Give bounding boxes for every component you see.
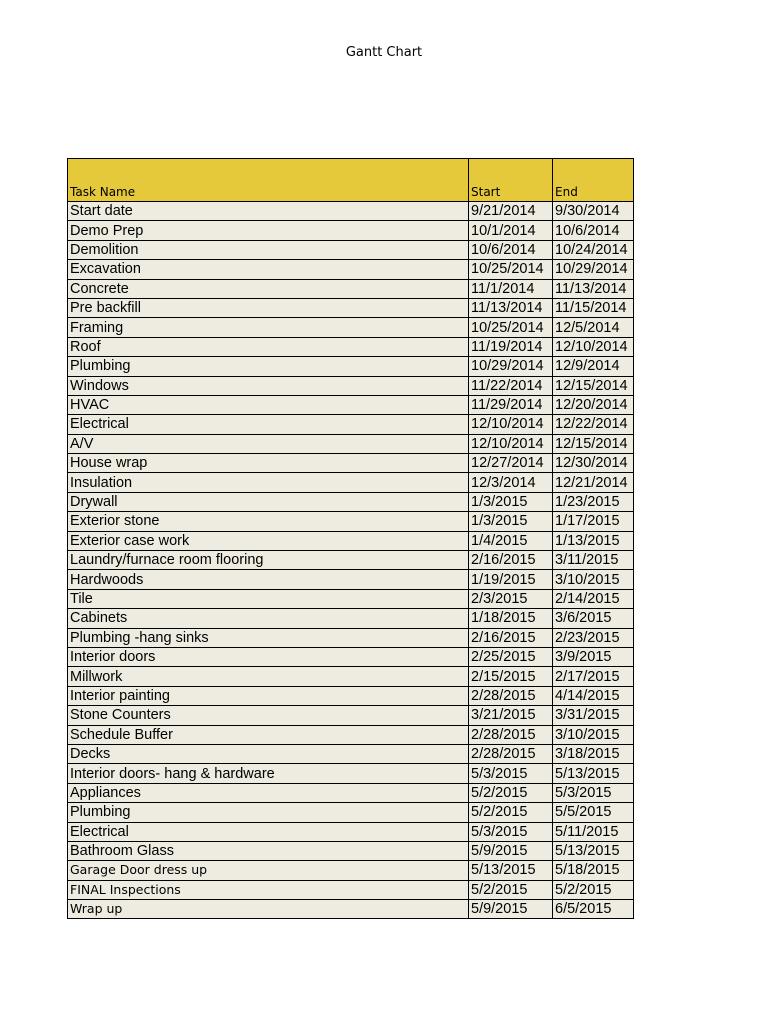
- table-row: [68, 589, 634, 608]
- table-row: [68, 202, 634, 221]
- table-row: [68, 861, 634, 880]
- end-date-cell: 10/29/2014: [553, 260, 634, 279]
- start-date-cell: 1/18/2015: [469, 609, 553, 628]
- table-row: [68, 841, 634, 860]
- table-row: [68, 357, 634, 376]
- start-date-cell: 10/1/2014: [469, 221, 553, 240]
- task-name-cell: Electrical: [68, 415, 469, 434]
- end-date-cell: 11/13/2014: [553, 279, 634, 298]
- task-name-cell: HVAC: [68, 395, 469, 414]
- table-row: [68, 880, 634, 899]
- task-name-cell: Framing: [68, 318, 469, 337]
- start-date-cell: 5/3/2015: [469, 822, 553, 841]
- start-date-cell: 2/28/2015: [469, 686, 553, 705]
- table-row: [68, 609, 634, 628]
- start-date-cell: 2/25/2015: [469, 647, 553, 666]
- table-row: [68, 260, 634, 279]
- end-date-cell: 2/14/2015: [553, 589, 634, 608]
- end-date-cell: 5/5/2015: [553, 803, 634, 822]
- table-row: [68, 628, 634, 647]
- task-name-cell: Pre backfill: [68, 298, 469, 317]
- end-date-cell: 11/15/2014: [553, 298, 634, 317]
- task-name-cell: Plumbing: [68, 803, 469, 822]
- end-date-cell: 10/24/2014: [553, 240, 634, 259]
- task-name-cell: Exterior case work: [68, 531, 469, 550]
- table-row: [68, 395, 634, 414]
- start-date-cell: 2/15/2015: [469, 667, 553, 686]
- end-date-cell: 3/10/2015: [553, 725, 634, 744]
- end-date-cell: 1/13/2015: [553, 531, 634, 550]
- end-date-cell: 5/13/2015: [553, 841, 634, 860]
- task-name-cell: Excavation: [68, 260, 469, 279]
- start-date-cell: 12/10/2014: [469, 434, 553, 453]
- task-name-cell: Demolition: [68, 240, 469, 259]
- table-row: [68, 240, 634, 259]
- task-name-cell: Decks: [68, 744, 469, 763]
- table-row: [68, 822, 634, 841]
- start-date-cell: 11/19/2014: [469, 337, 553, 356]
- end-date-cell: 10/6/2014: [553, 221, 634, 240]
- table-row: [68, 764, 634, 783]
- task-name-cell: Windows: [68, 376, 469, 395]
- task-name-cell: Exterior stone: [68, 512, 469, 531]
- task-name-cell: Roof: [68, 337, 469, 356]
- header-row: [68, 159, 634, 202]
- task-name-cell: FINAL Inspections: [68, 880, 469, 899]
- table-row: [68, 221, 634, 240]
- end-date-cell: 1/23/2015: [553, 492, 634, 511]
- table-row: [68, 376, 634, 395]
- task-name-cell: Concrete: [68, 279, 469, 298]
- task-table: [67, 158, 634, 919]
- end-date-cell: 12/15/2014: [553, 376, 634, 395]
- start-date-cell: 1/4/2015: [469, 531, 553, 550]
- task-name-cell: Stone Counters: [68, 706, 469, 725]
- task-name-cell: Hardwoods: [68, 570, 469, 589]
- end-date-cell: 12/9/2014: [553, 357, 634, 376]
- table-row: [68, 686, 634, 705]
- start-date-cell: 5/3/2015: [469, 764, 553, 783]
- task-name-cell: Start date: [68, 202, 469, 221]
- task-name-cell: House wrap: [68, 454, 469, 473]
- task-name-cell: Interior doors- hang & hardware: [68, 764, 469, 783]
- table-row: [68, 647, 634, 666]
- start-date-cell: 5/13/2015: [469, 861, 553, 880]
- start-date-cell: 5/9/2015: [469, 900, 553, 919]
- table-row: [68, 298, 634, 317]
- end-date-cell: 5/11/2015: [553, 822, 634, 841]
- table-row: [68, 803, 634, 822]
- start-date-cell: 5/2/2015: [469, 783, 553, 802]
- column-header-start: Start: [469, 159, 553, 202]
- end-date-cell: 12/21/2014: [553, 473, 634, 492]
- start-date-cell: 5/2/2015: [469, 880, 553, 899]
- table-row: [68, 744, 634, 763]
- start-date-cell: 5/2/2015: [469, 803, 553, 822]
- task-name-cell: Demo Prep: [68, 221, 469, 240]
- task-name-cell: Insulation: [68, 473, 469, 492]
- end-date-cell: 3/9/2015: [553, 647, 634, 666]
- end-date-cell: 3/6/2015: [553, 609, 634, 628]
- table-row: [68, 667, 634, 686]
- table-row: [68, 531, 634, 550]
- page-title: Gantt Chart: [345, 45, 423, 60]
- end-date-cell: 5/13/2015: [553, 764, 634, 783]
- table-row: [68, 473, 634, 492]
- table-row: [68, 415, 634, 434]
- end-date-cell: 4/14/2015: [553, 686, 634, 705]
- task-name-cell: Millwork: [68, 667, 469, 686]
- task-name-cell: A/V: [68, 434, 469, 453]
- task-name-cell: Garage Door dress up: [68, 861, 469, 880]
- task-name-cell: Interior doors: [68, 647, 469, 666]
- task-name-cell: Appliances: [68, 783, 469, 802]
- end-date-cell: 5/18/2015: [553, 861, 634, 880]
- start-date-cell: 5/9/2015: [469, 841, 553, 860]
- table-row: [68, 492, 634, 511]
- end-date-cell: 1/17/2015: [553, 512, 634, 531]
- end-date-cell: 2/17/2015: [553, 667, 634, 686]
- table-row: [68, 512, 634, 531]
- task-name-cell: Plumbing: [68, 357, 469, 376]
- start-date-cell: 11/1/2014: [469, 279, 553, 298]
- task-name-cell: Laundry/furnace room flooring: [68, 551, 469, 570]
- table-row: [68, 279, 634, 298]
- end-date-cell: 6/5/2015: [553, 900, 634, 919]
- task-name-cell: Cabinets: [68, 609, 469, 628]
- task-name-cell: Interior painting: [68, 686, 469, 705]
- column-header-end: End: [553, 159, 634, 202]
- end-date-cell: 9/30/2014: [553, 202, 634, 221]
- start-date-cell: 2/16/2015: [469, 551, 553, 570]
- start-date-cell: 11/22/2014: [469, 376, 553, 395]
- start-date-cell: 2/16/2015: [469, 628, 553, 647]
- start-date-cell: 3/21/2015: [469, 706, 553, 725]
- start-date-cell: 1/3/2015: [469, 492, 553, 511]
- start-date-cell: 10/29/2014: [469, 357, 553, 376]
- end-date-cell: 12/20/2014: [553, 395, 634, 414]
- end-date-cell: 12/15/2014: [553, 434, 634, 453]
- start-date-cell: 10/6/2014: [469, 240, 553, 259]
- table-row: [68, 551, 634, 570]
- start-date-cell: 11/13/2014: [469, 298, 553, 317]
- end-date-cell: 12/5/2014: [553, 318, 634, 337]
- start-date-cell: 1/3/2015: [469, 512, 553, 531]
- end-date-cell: 5/3/2015: [553, 783, 634, 802]
- end-date-cell: 3/11/2015: [553, 551, 634, 570]
- end-date-cell: 3/10/2015: [553, 570, 634, 589]
- table-row: [68, 318, 634, 337]
- start-date-cell: 2/28/2015: [469, 744, 553, 763]
- end-date-cell: 12/30/2014: [553, 454, 634, 473]
- start-date-cell: 2/28/2015: [469, 725, 553, 744]
- task-name-cell: Drywall: [68, 492, 469, 511]
- end-date-cell: 3/18/2015: [553, 744, 634, 763]
- task-name-cell: Plumbing -hang sinks: [68, 628, 469, 647]
- table-row: [68, 337, 634, 356]
- task-name-cell: Tile: [68, 589, 469, 608]
- end-date-cell: 2/23/2015: [553, 628, 634, 647]
- table-row: [68, 570, 634, 589]
- task-rows: [68, 202, 634, 919]
- end-date-cell: 5/2/2015: [553, 880, 634, 899]
- task-name-cell: Wrap up: [68, 900, 469, 919]
- end-date-cell: 12/22/2014: [553, 415, 634, 434]
- end-date-cell: 3/31/2015: [553, 706, 634, 725]
- start-date-cell: 10/25/2014: [469, 260, 553, 279]
- table-row: [68, 454, 634, 473]
- table-row: [68, 783, 634, 802]
- start-date-cell: 10/25/2014: [469, 318, 553, 337]
- start-date-cell: 2/3/2015: [469, 589, 553, 608]
- start-date-cell: 12/3/2014: [469, 473, 553, 492]
- start-date-cell: 1/19/2015: [469, 570, 553, 589]
- table-row: [68, 434, 634, 453]
- start-date-cell: 12/27/2014: [469, 454, 553, 473]
- end-date-cell: 12/10/2014: [553, 337, 634, 356]
- task-name-cell: Schedule Buffer: [68, 725, 469, 744]
- table-row: [68, 900, 634, 919]
- start-date-cell: 12/10/2014: [469, 415, 553, 434]
- table-row: [68, 725, 634, 744]
- task-name-cell: Electrical: [68, 822, 469, 841]
- start-date-cell: 11/29/2014: [469, 395, 553, 414]
- task-name-cell: Bathroom Glass: [68, 841, 469, 860]
- column-header-task-name: Task Name: [68, 159, 469, 202]
- table-row: [68, 706, 634, 725]
- start-date-cell: 9/21/2014: [469, 202, 553, 221]
